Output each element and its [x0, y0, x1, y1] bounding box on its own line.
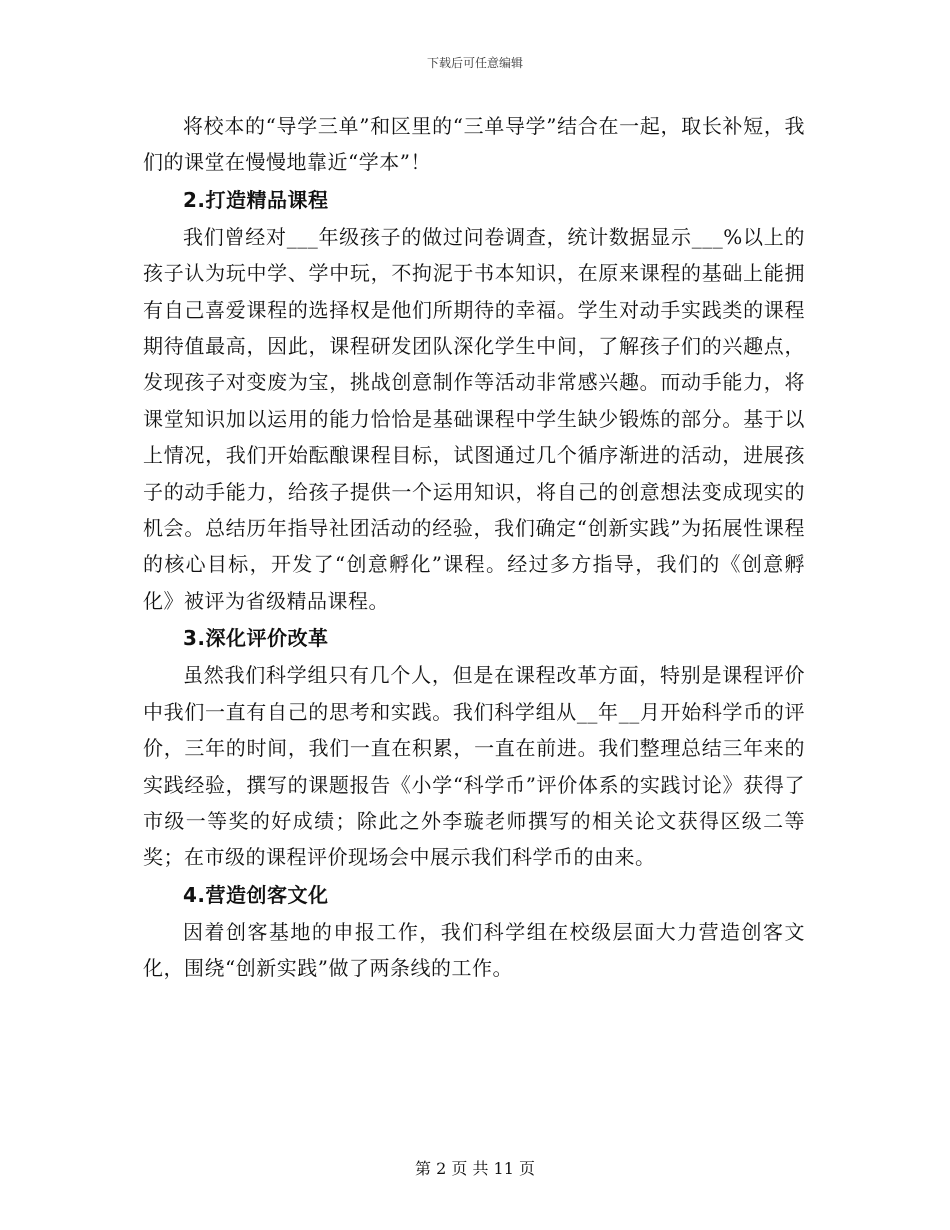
paragraph-1: 将校本的“导学三单”和区里的“三单导学”结合在一起，取长补短，我们的课堂在慢慢地靠近“学本”！: [143, 114, 805, 175]
paragraph-2: 我们曾经对___年级孩子的做过问卷调查，统计数据显示___%以上的孩子认为玩中学、学中玩，不拘泥于书本知识，在原来课程的基础上能拥有自己喜爱课程的选择权是他们所期待的幸福。学生对动手实践类的课程期待值最高，因此，课程研发团队深化学生中间，了解孩子们的兴趣点，发现孩子对变废为宝，挑战创意制作等活动非常感兴趣。而动手能力，将课堂知识加以运用的能力恰恰是基础课程中学生缺少锻炼的部分。基于以上情况，我们开始酝酿课程目标，试图通过几个循序渐进的活动，进展孩子的动手能力，给孩子提供一个运用知识，将自己的创意想法变成现实的机会。总结历年指导社团活动的经验，我们确定“创新实践”为拓展性课程的核心目标，开发了“创意孵化”课程。经过多方指导，我们的《创意孵化》被评为省级精品课程。: [143, 224, 805, 613]
section-heading-2: 2.打造精品课程: [183, 187, 329, 212]
page-footer: 第 2 页 共 11 页: [415, 1159, 535, 1178]
section-heading-4: 4.营造创客文化: [183, 882, 329, 907]
page-header: 下载后可任意编辑: [426, 56, 523, 70]
paragraph-3: 虽然我们科学组只有几个人，但是在课程改革方面，特别是课程评价中我们一直有自己的思考和实践。我们科学组从__年__月开始科学币的评价，三年的时间，我们一直在积累，一直在前进。我们整理总结三年来的实践经验，撰写的课题报告《小学“科学币”评价体系的实践讨论》获得了市级一等奖的好成绩；除此之外李璇老师撰写的相关论文获得区级二等奖；在市级的课程评价现场会中展示我们科学币的由来。: [143, 663, 805, 870]
paragraph-4: 因着创客基地的申报工作，我们科学组在校级层面大力营造创客文化，围绕“创新实践”做了两条线的工作。: [143, 919, 805, 981]
section-heading-3: 3.深化评价改革: [183, 626, 329, 651]
document-body: [143, 108, 805, 987]
